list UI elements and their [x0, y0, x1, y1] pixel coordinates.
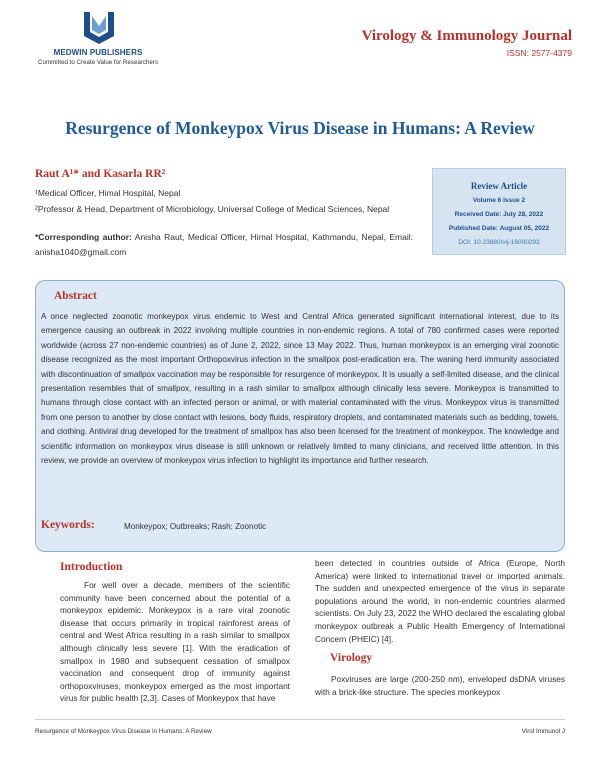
- doi-link[interactable]: DOI: 10.23880/vij-16000293: [458, 239, 540, 246]
- footer-running-title: Resurgence of Monkeypox Virus Disease in Humans: A Review: [35, 728, 212, 735]
- affiliation-2: ²Professor & Head, Department of Microbiology, Universal College of Medical Sciences, Nepal: [35, 204, 390, 214]
- abstract-heading: Abstract: [54, 290, 97, 302]
- author-list: Raut A¹* and Kasarla RR²: [35, 168, 166, 180]
- introduction-continued: been detected in countries outside of Africa (Europe, North America) were linked to international travel or imported animals. The sudden and unexpected emergence of the virus in separate populations around the world, in non-endemic countries alarmed scientists. On July 23, 2022 the WHO declared the escalating global monkeypox outbreak a Public Health Emergency of International Concern (PHEIC) [4].: [315, 558, 565, 644]
- publisher-name: MEDWIN PUBLISHERS: [53, 48, 143, 57]
- virology-heading: Virology: [330, 652, 373, 664]
- publisher-tagline: Committed to Create Value for Researchers: [38, 59, 158, 66]
- keywords-label: Keywords:: [41, 519, 95, 531]
- volume-issue: Volume 6 Issue 2: [472, 197, 526, 204]
- corresponding-label: *Corresponding author:: [35, 232, 132, 242]
- article-type: Review Article: [470, 181, 528, 191]
- publisher-logo: [18, 8, 178, 68]
- virology-text: Poxviruses are large (200-250 nm), enveloped dsDNA viruses with a brick-like structure. The species monkeypox: [315, 674, 565, 697]
- introduction-text: For well over a decade, members of the scientific community have been concerned about the potential of a monkeypox epidemic. Monkeypox is a rare viral zoonotic disease that occurs primarily in tropical rainforest areas of central and West Africa resulting in a rash similar to smallpox although clinically less severe [1]. With the eradication of smallpox in 1980 and subsequent cessation of smallpox vaccination and consequent drop of immunity against orthopoxviruses, monkeypox emerged as the most important virus for public health [2,3]. Cases of Monkeypox that have: [60, 580, 290, 704]
- abstract-box: [35, 280, 565, 552]
- corresponding-author: [35, 230, 413, 260]
- published-date: Published Date: August 05, 2022: [448, 225, 550, 232]
- affiliation-1: ¹Medical Officer, Himal Hospital, Nepal: [35, 188, 181, 198]
- journal-name: Virology & Immunology Journal: [361, 28, 572, 44]
- keywords-text: Monkeypox; Outbreaks; Rash; Zoonotic: [124, 522, 267, 531]
- medwin-logo-icon: [80, 10, 118, 46]
- article-info-box: [432, 168, 566, 255]
- introduction-heading: Introduction: [60, 561, 123, 573]
- journal-issn: ISSN: 2577-4379: [506, 48, 572, 58]
- received-date: Received Date: July 28, 2022: [454, 211, 544, 218]
- corresponding-details: Anisha Raut, Medical Officer, Himal Hospital, Kathmandu, Nepal, Email: anisha1040@gmail.com: [35, 232, 413, 257]
- abstract-text: A once neglected zoonotic monkeypox virus endemic to West and Central Africa generated significant international interest, due to its emergence causing an outbreak in 2022 involving multiple countries in non-endemic regions. A total of 780 confirmed cases were reported worldwide (across 27 non-endemic countries) as of June 2, 2022, since 13 May 2022. Thus, human monkeypox is an emerging viral zoonotic disease recognized as the most important Orthopoxvirus infection in the smallpox post-eradication era. The waning herd immunity associated with discontinuation of smallpox vaccination may be responsible for resurgence of monkeypox. It is usually a self-limited disease, and the clinical presentation resembles that of smallpox, resulting in a rash similar to smallpox although clinically less severe. Monkeypox is transmitted to humans through close contact with an infected person or animal, or with material contaminated with the virus. Monkeypox virus is transmitted from one person to another by close contact with lesions, body fluids, respiratory droplets, and contaminated materials such as bedding, towels, and clothing. Antiviral drug developed for the treatment of smallpox has also been licensed for the treatment of monkeypox. The knowledge and scientific information on monkeypox virus disease is still unknown or relatively limited to many clinicians, and received little attention. In this review, we provide an overview of monkeypox virus infection to highlight its importance and further research.: [41, 312, 559, 466]
- article-title: Resurgence of Monkeypox Virus Disease in Humans: A Review: [65, 118, 535, 138]
- footer-divider: [35, 719, 565, 720]
- footer-journal-abbrev: Virol Immunol J: [521, 728, 565, 735]
